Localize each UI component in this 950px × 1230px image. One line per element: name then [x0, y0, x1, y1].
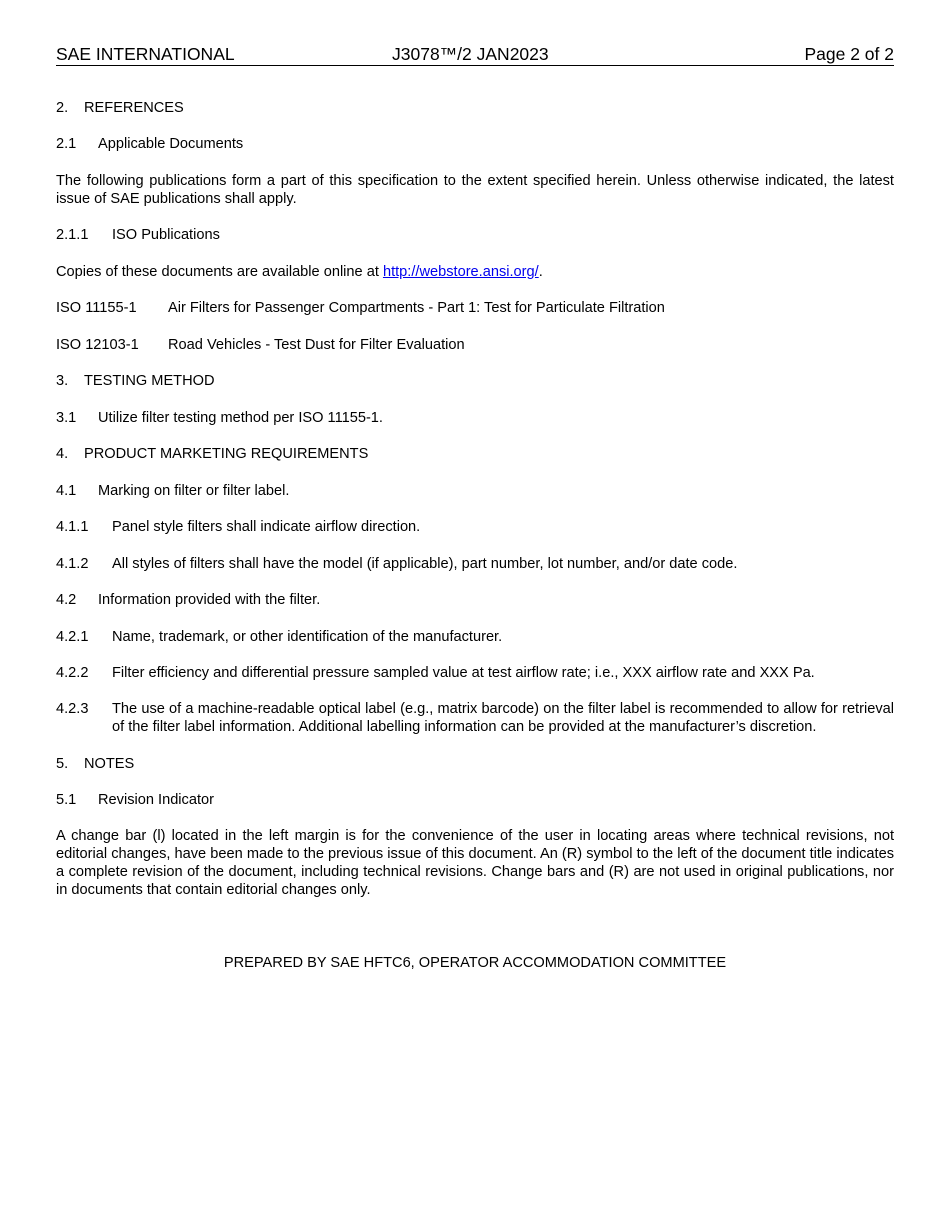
section-title: TESTING METHOD [84, 373, 215, 389]
section-2-1-1-paragraph [56, 263, 894, 281]
section-4-heading [56, 445, 894, 463]
section-number: 2. [56, 100, 69, 116]
section-number: 3.1 [56, 410, 77, 426]
reference-id: ISO 12103-1 [56, 337, 139, 353]
section-2-1-1-heading [56, 226, 894, 244]
section-number: 4.1 [56, 483, 77, 499]
section-4-1-1 [56, 518, 894, 536]
section-number: 2.1 [56, 136, 77, 152]
section-number: 2.1.1 [56, 227, 89, 243]
section-5-heading [56, 755, 894, 773]
section-3-1 [56, 409, 894, 427]
section-number: 5.1 [56, 792, 77, 808]
reference-iso-12103-1 [56, 336, 894, 354]
section-title: PRODUCT MARKETING REQUIREMENTS [84, 446, 369, 462]
section-number: 4.2.3 [56, 701, 89, 717]
page-header [56, 43, 894, 66]
webstore-link[interactable]: http://webstore.ansi.org/ [382, 264, 539, 280]
revision-indicator-paragraph: A change bar (l) located in the left margin is for the convenience of the user in locating areas where technical revisions, not editorial changes, have been made to the previous issue of this document. An (R) symbol to the left of the document title indicates a complete revision of the document, including technical revisions. Change bars and (R) are not used in original publications, nor in documents that contain editorial changes only. [56, 828, 894, 898]
section-4-2-1 [56, 628, 894, 646]
prepared-by-line: PREPARED BY SAE HFTC6, OPERATOR ACCOMMODATION COMMITTEE [223, 955, 727, 971]
section-2-1-paragraph: The following publications form a part of this specification to the extent specified herein. Unless otherwise indicated, the latest issue of SAE publications shall apply. [56, 173, 894, 207]
document-page [56, 43, 894, 972]
section-title: NOTES [84, 756, 135, 772]
section-2-heading [56, 99, 894, 117]
section-number: 4.1.1 [56, 519, 89, 535]
section-5-1-heading [56, 791, 894, 809]
section-4-1 [56, 482, 894, 500]
reference-id: ISO 11155-1 [56, 300, 137, 316]
section-title: REFERENCES [84, 100, 184, 116]
section-number: 4.1.2 [56, 556, 89, 572]
section-4-1-2 [56, 555, 894, 573]
section-3-heading [56, 372, 894, 390]
section-number: 5. [56, 756, 69, 772]
header-org: SAE INTERNATIONAL [56, 44, 235, 64]
section-4-2-2 [56, 664, 894, 682]
section-title: ISO Publications [112, 227, 220, 243]
section-number: 4.2 [56, 592, 77, 608]
reference-iso-11155-1 [56, 299, 894, 317]
section-title: Panel style filters shall indicate airflow direction. [112, 519, 421, 535]
availability-text: Copies of these documents are available online at [56, 264, 383, 280]
section-title: Marking on filter or filter label. [98, 483, 290, 499]
header-page-number: Page 2 of 2 [804, 44, 894, 64]
section-number: 4.2.2 [56, 665, 89, 681]
section-2-1-heading [56, 135, 894, 153]
section-title: Information provided with the filter. [98, 592, 321, 608]
section-title: Name, trademark, or other identification of the manufacturer. [112, 629, 503, 645]
section-number: 4.2.1 [56, 629, 89, 645]
section-text: The use of a machine-readable optical label (e.g., matrix barcode) on the filter label is recommended to allow for retrieval of the filter label information. Additional labelling information can be provided at the manufacturer’s discretion. [112, 701, 894, 735]
section-title: Utilize filter testing method per ISO 11155-1. [98, 410, 383, 426]
section-title: All styles of filters shall have the model (if applicable), part number, lot number, and/or date code. [112, 556, 738, 572]
section-4-2-3 [56, 700, 894, 736]
section-number: 3. [56, 373, 69, 389]
reference-title: Air Filters for Passenger Compartments - Part 1: Test for Particulate Filtration [168, 300, 665, 316]
section-title: Filter efficiency and differential pressure sampled value at test airflow rate; i.e., XXX airflow rate and XXX Pa. [112, 665, 815, 681]
header-doc-id: J3078™/2 JAN2023 [392, 44, 549, 64]
reference-title: Road Vehicles - Test Dust for Filter Evaluation [168, 337, 465, 353]
section-number: 4. [56, 446, 69, 462]
section-4-2 [56, 591, 894, 609]
availability-text-end: . [538, 264, 543, 280]
document-body [56, 99, 894, 972]
section-title: Revision Indicator [98, 792, 214, 808]
section-title: Applicable Documents [98, 136, 244, 152]
